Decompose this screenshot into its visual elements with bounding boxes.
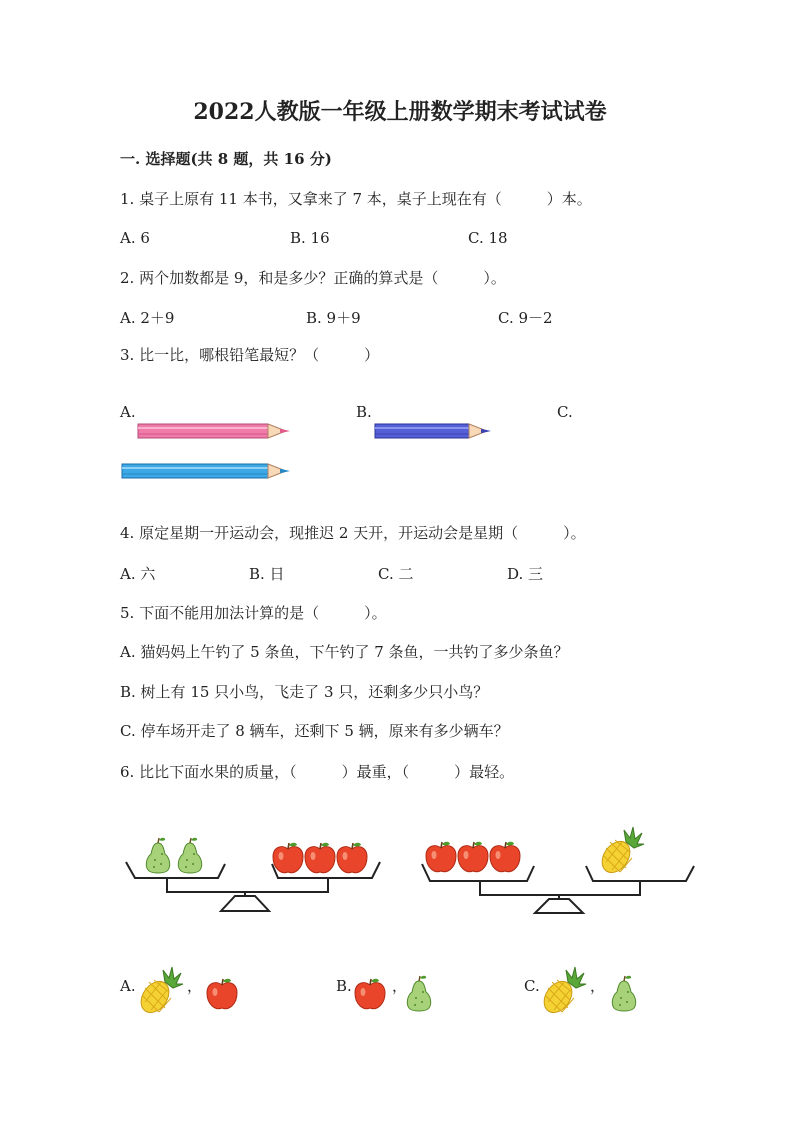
question-3-stem: 3. 比一比，哪根铅笔最短？（ ） [120,346,380,364]
apple-icon [490,842,520,872]
pear-icon [612,976,635,1011]
page-title: 2022人教版一年级上册数学期末考试试卷 [193,99,607,125]
question-2-option-c: C. 9－2 [498,309,553,327]
question-3-option-b: B. [356,403,372,421]
question-2-option-b: B. 9＋9 [306,309,361,327]
question-3-option-c: C. [557,403,573,421]
question-1-option-b: B. 16 [290,229,330,247]
question-1-option-a: A. 6 [120,229,150,247]
apple-icon [458,842,488,872]
apple-icon [337,843,367,873]
pear-icon [178,838,201,873]
question-6-separator: ， [187,977,203,995]
pineapple-icon [596,827,644,878]
question-6-stem: 6. 比比下面水果的质量，（ ）最重，（ ）最轻。 [120,763,515,781]
question-5-option-a: A. 猫妈妈上午钓了 5 条鱼，下午钓了 7 条鱼，一共钓了多少条鱼？ [120,643,569,661]
question-5-stem: 5. 下面不能用加法计算的是（ ）。 [120,604,387,622]
question-6-option-c: C. [524,977,540,995]
question-5-option-b: B. 树上有 15 只小鸟，飞走了 3 只，还剩多少只小鸟？ [120,683,489,701]
question-6-separator: ， [590,977,606,995]
question-4-option-b: B. 日 [249,565,285,583]
apple-icon [426,842,456,872]
question-5-option-c: C. 停车场开走了 8 辆车，还剩下 5 辆，原来有多少辆车？ [120,722,509,740]
pear-icon [407,976,430,1011]
apple-icon [273,843,303,873]
question-4-option-d: D. 三 [507,565,544,583]
balance-scale-right [422,864,694,913]
apple-icon [305,843,335,873]
pineapple-icon [538,967,586,1018]
question-1-option-c: C. 18 [468,229,508,247]
question-2-stem: 2. 两个加数都是 9，和是多少？正确的算式是（ ）。 [120,269,506,287]
apple-icon [207,979,237,1009]
question-6-option-a: A. [120,977,136,995]
pear-icon [146,838,169,873]
question-2-option-a: A. 2＋9 [120,309,175,327]
question-6-separator: ， [392,977,408,995]
section-heading: 一. 选择题(共 8 题，共 16 分) [120,150,332,168]
pineapple-icon [135,967,183,1018]
question-1-stem: 1. 桌子上原有 11 本书，又拿来了 7 本，桌子上现在有（ ）本。 [120,190,592,208]
apple-icon [355,979,385,1009]
question-4-option-c: C. 二 [378,565,414,583]
question-4-option-a: A. 六 [120,565,156,583]
question-3-option-a: A. [120,403,136,421]
question-4-stem: 4. 原定星期一开运动会，现推迟 2 天开，开运动会是星期（ ）。 [120,524,586,542]
question-6-option-b: B. [336,977,352,995]
